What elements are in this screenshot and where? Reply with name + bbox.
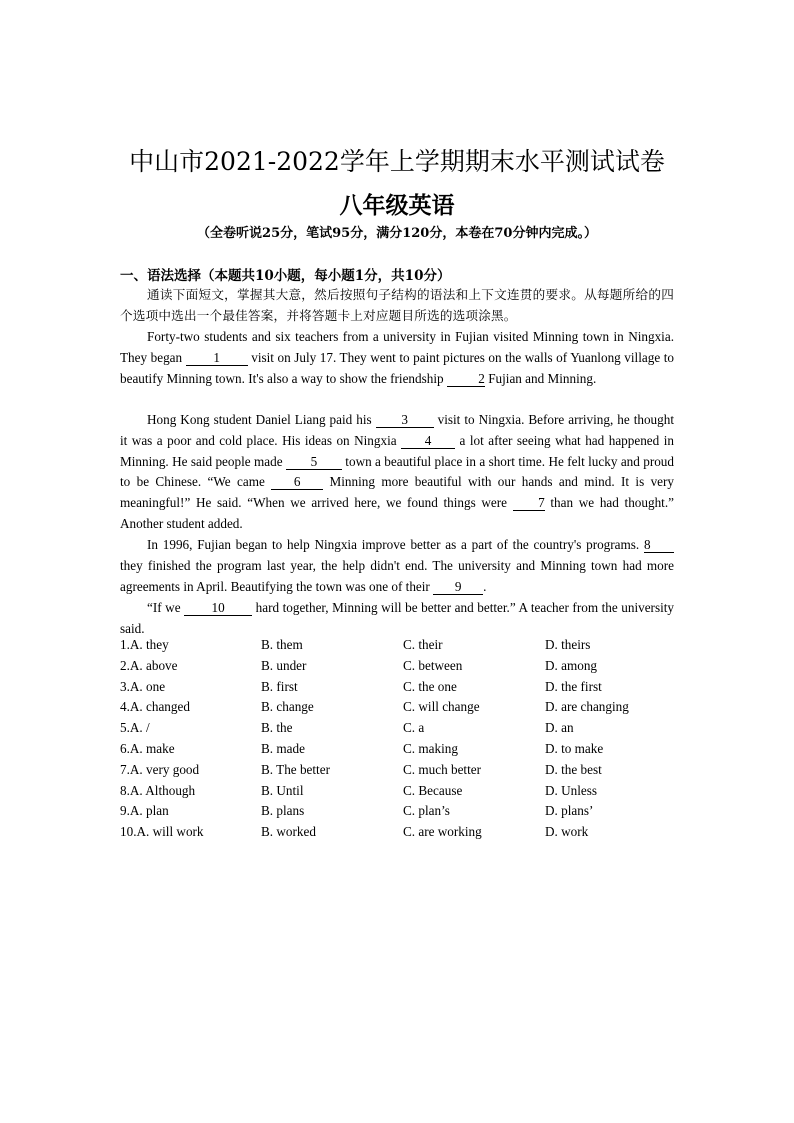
answer-blank: 2 (447, 372, 485, 387)
option-a: 6.A. make (120, 740, 175, 756)
option-a: 3.A. one (120, 678, 166, 694)
passage-paragraph-1 (120, 327, 674, 389)
option-row (120, 762, 680, 783)
section-instruction (120, 285, 674, 327)
answer-blank: 3 (376, 413, 434, 428)
option-a: 8.A. Although (120, 782, 196, 798)
section-heading: 一、语法选择（本题共10小题，每小题1分，共10分） (120, 268, 451, 284)
instruction-text: 通读下面短文，掌握其大意，然后按照句子结构的语法和上下文连贯的要求。从每题所给的四个选项中选出一个最佳答案，并将答题卡上对应题目所选的选项涂黑。 (120, 287, 674, 323)
answer-blank: 10 (184, 601, 252, 616)
option-d: D. to make (545, 740, 604, 756)
passage-text: hard together, Minning will be better and better.” A teacher from the university said. (120, 600, 674, 636)
passage-text: In 1996, Fujian began to help Ningxia improve better as a part of the country's programs. (147, 537, 644, 552)
passage-text: a lot after seeing what had happened in Minning. He said people made (120, 432, 674, 469)
option-row (120, 783, 680, 804)
option-a: 2.A. above (120, 657, 178, 673)
option-c: C. making (403, 740, 458, 756)
option-c: C. will change (403, 699, 480, 715)
option-d: D. theirs (545, 637, 591, 652)
option-c: C. much better (403, 761, 482, 777)
option-c: C. their (403, 637, 443, 652)
option-c: C. between (403, 657, 463, 673)
option-row (120, 658, 680, 679)
option-b: B. first (261, 678, 298, 694)
option-d: D. Unless (545, 782, 598, 798)
option-c: C. the one (403, 678, 457, 694)
answer-blank: 1 (186, 351, 248, 366)
option-row (120, 824, 680, 845)
option-b: B. change (261, 699, 314, 715)
exam-title: 中山市2021-2022学年上学期期末水平测试试卷 (129, 147, 665, 176)
option-d: D. work (545, 824, 589, 840)
option-d: D. the best (545, 761, 602, 777)
passage-paragraph-4 (120, 598, 674, 640)
option-d: D. plans’ (545, 803, 594, 819)
option-d: D. the first (545, 678, 602, 694)
option-d: D. among (545, 657, 598, 673)
option-row (120, 741, 680, 762)
passage-paragraph-3 (120, 535, 674, 597)
option-a: 1.A. they (120, 637, 169, 652)
answer-blank: 5 (286, 455, 342, 470)
option-b: B. them (261, 637, 303, 652)
passage-text: . (483, 578, 487, 594)
option-b: B. plans (261, 803, 305, 819)
options-table (120, 637, 680, 845)
option-c: C. are working (403, 824, 482, 840)
exam-subtitle: 八年级英语 (339, 192, 455, 219)
option-a: 10.A. will work (120, 824, 204, 840)
passage-text: visit on July 17. They went to paint pictures on the walls of Yuanlong village to beautify Minning town. It's also a way to show the friendship (120, 349, 674, 386)
passage-text: Minning more beautiful with our hands and mind. It is very meaningful!” He said. “When we arrived here, we found things were (120, 474, 675, 511)
option-b: B. the (261, 720, 293, 736)
option-b: B. worked (261, 824, 316, 840)
passage-text: they finished the program last year, the help didn't end. The university and Minning town had more agreements in April. Beautifying the town was one of their (120, 557, 674, 594)
answer-blank: 7 (513, 496, 545, 511)
option-a: 5.A. / (120, 720, 150, 736)
option-a: 7.A. very good (120, 761, 200, 777)
passage-text: visit to Ningxia. Before arriving, he thought it was a poor and cold place. His ideas on Ningxia (120, 412, 674, 448)
option-row (120, 720, 680, 741)
option-row (120, 637, 680, 658)
option-c: C. a (403, 720, 425, 736)
answer-blank: 8 (644, 538, 674, 553)
option-row (120, 699, 680, 720)
option-b: B. made (261, 740, 305, 756)
option-c: C. plan’s (403, 803, 450, 819)
answer-blank: 9 (433, 580, 483, 595)
answer-blank: 4 (401, 434, 455, 449)
exam-note: （全卷听说25分，笔试95分，满分120分，本卷在70分钟内完成。） (197, 226, 597, 241)
passage-text: town a beautiful place in a short time. He felt lucky and proud to be Chinese. “We came (120, 453, 674, 490)
option-d: D. are changing (545, 699, 629, 715)
passage-text: Hong Kong student Daniel Liang paid his (147, 412, 376, 427)
option-b: B. The better (261, 761, 330, 777)
option-a: 4.A. changed (120, 699, 190, 715)
passage-text: than we had thought.” Another student added. (120, 495, 674, 531)
passage-text: Fujian and Minning. (484, 370, 597, 386)
option-b: B. under (261, 657, 307, 673)
passage-text: “If we (147, 600, 185, 615)
passage-text: Forty-two students and six teachers from a university in Fujian visited Minning town in Ningxia. They began (120, 329, 674, 365)
option-a: 9.A. plan (120, 803, 169, 819)
option-b: B. Until (261, 782, 304, 798)
answer-blank: 6 (271, 475, 323, 490)
option-d: D. an (545, 720, 574, 736)
option-row (120, 679, 680, 700)
option-row (120, 803, 680, 824)
option-c: C. Because (403, 782, 463, 798)
passage-paragraph-2 (120, 410, 674, 535)
